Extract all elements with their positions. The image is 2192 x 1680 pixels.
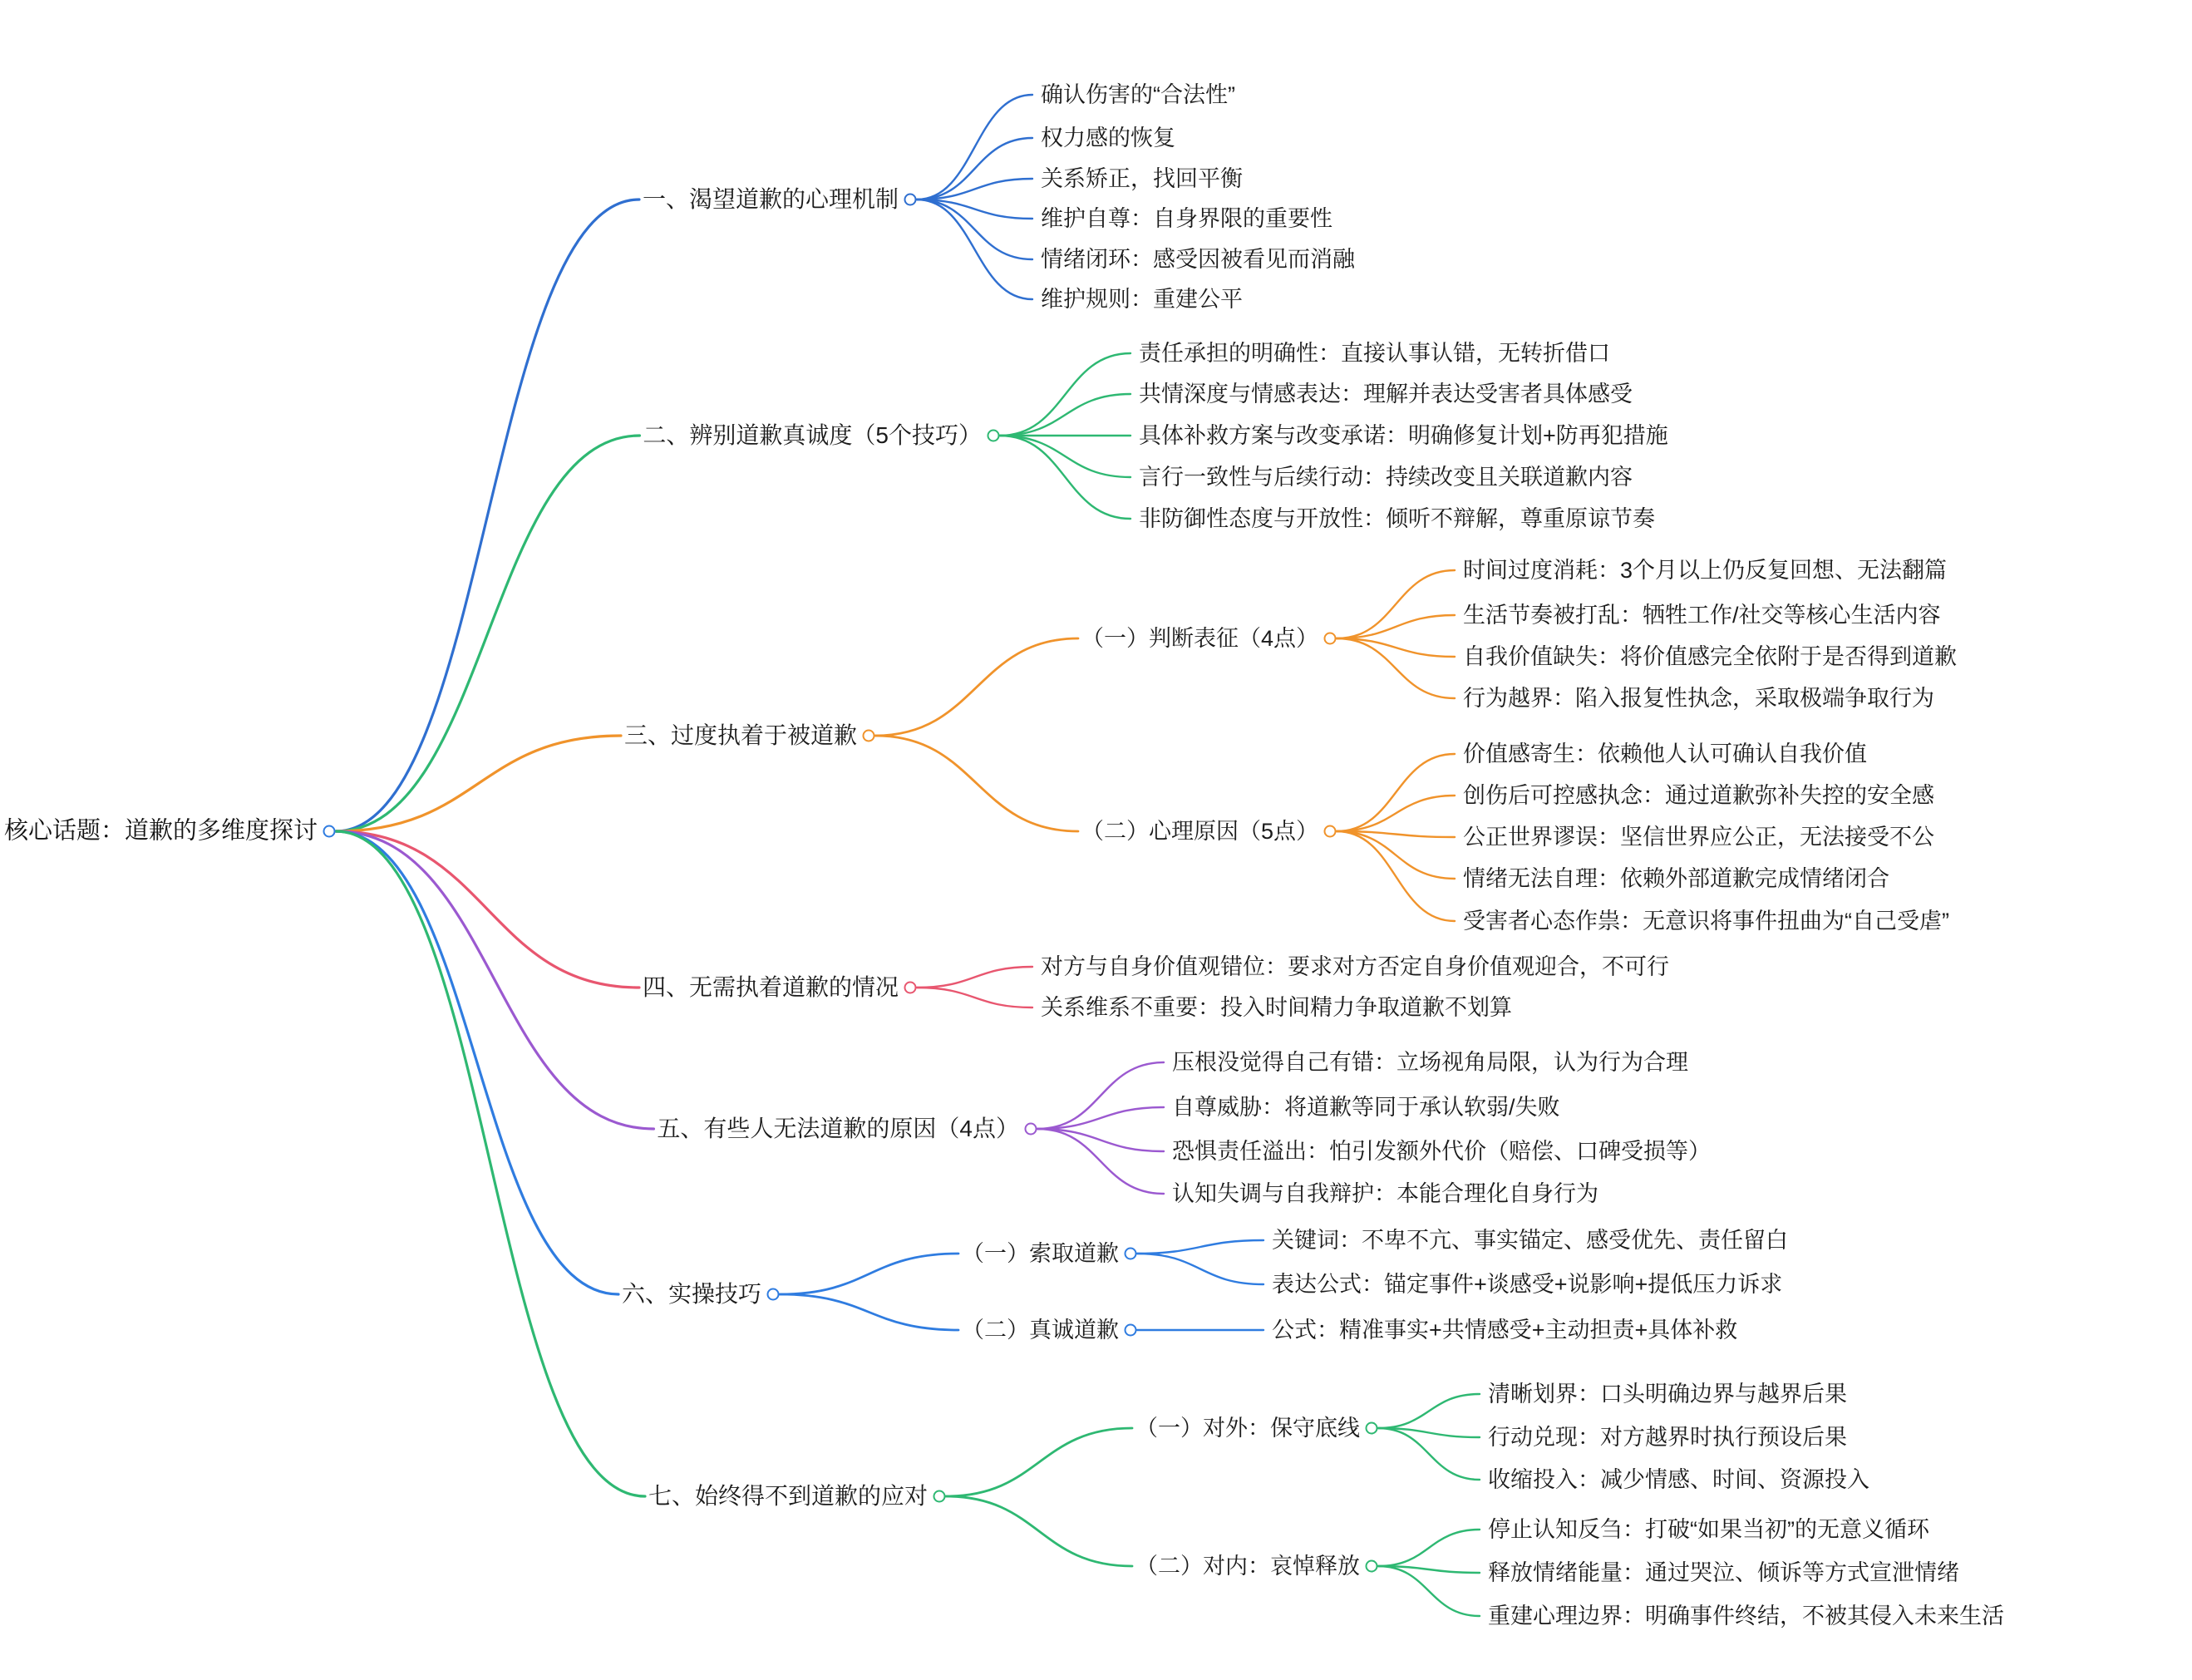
branch-node-3[interactable]: 三、过度执着于被道歉 bbox=[623, 722, 857, 749]
branch-3-group-1[interactable]: （一）判断表征（4点） bbox=[1081, 625, 1318, 651]
branch-3-group-1-leaf-3[interactable]: 自我价值缺失：将价值感完全依附于是否得到道歉 bbox=[1463, 643, 1957, 669]
branch-3-group-1-leaf-4[interactable]: 行为越界：陷入报复性执念，采取极端争取行为 bbox=[1463, 685, 1934, 711]
branch-7-group-1-leaf-2[interactable]: 行动兑现：对方越界时执行预设后果 bbox=[1488, 1424, 1847, 1450]
branch-2-leaf-5[interactable]: 非防御性态度与开放性：倾听不辩解，尊重原谅节奏 bbox=[1139, 505, 1655, 531]
branch-6-group-1-leaf-2[interactable]: 表达公式：锚定事件+谈感受+说影响+提低压力诉求 bbox=[1272, 1271, 1783, 1297]
branch-6-group-1[interactable]: （一）索取道歉 bbox=[962, 1240, 1119, 1266]
root-node-dot[interactable] bbox=[323, 825, 336, 838]
branch-7-group-1-leaf-1[interactable]: 清晰划界：口头明确边界与越界后果 bbox=[1488, 1381, 1847, 1407]
branch-1-leaf-1[interactable]: 确认伤害的“合法性” bbox=[1041, 81, 1235, 107]
branch-node-5[interactable]: 五、有些人无法道歉的原因（4点） bbox=[657, 1116, 1019, 1142]
branch-3-group-2[interactable]: （二）心理原因（5点） bbox=[1081, 818, 1318, 844]
branch-1-leaf-5[interactable]: 情绪闭环：感受因被看见而消融 bbox=[1041, 246, 1355, 272]
branch-6-group-dot-1[interactable] bbox=[1125, 1248, 1137, 1260]
branch-2-leaf-2[interactable]: 共情深度与情感表达：理解并表达受害者具体感受 bbox=[1139, 381, 1633, 406]
branch-1-leaf-3[interactable]: 关系矫正，找回平衡 bbox=[1041, 165, 1243, 191]
branch-7-group-1-leaf-3[interactable]: 收缩投入：减少情感、时间、资源投入 bbox=[1488, 1466, 1869, 1492]
branch-7-group-2-leaf-1[interactable]: 停止认知反刍：打破“如果当初”的无意义循环 bbox=[1488, 1516, 1929, 1542]
branch-3-group-2-leaf-1[interactable]: 价值感寄生：依赖他人认可确认自我价值 bbox=[1463, 741, 1867, 766]
branch-1-leaf-4[interactable]: 维护自尊：自身界限的重要性 bbox=[1041, 205, 1332, 231]
branch-7-group-dot-2[interactable] bbox=[1366, 1560, 1378, 1573]
branch-node-2[interactable]: 二、辨别道歉真诚度（5个技巧） bbox=[643, 422, 982, 449]
branch-3-group-dot-1[interactable] bbox=[1324, 633, 1337, 645]
branch-3-group-1-leaf-1[interactable]: 时间过度消耗：3个月以上仍反复回想、无法翻篇 bbox=[1463, 557, 1948, 583]
branch-dot-2[interactable] bbox=[988, 430, 1000, 442]
branch-6-group-2-leaf-1[interactable]: 公式：精准事实+共情感受+主动担责+具体补救 bbox=[1272, 1317, 1738, 1343]
branch-dot-3[interactable] bbox=[863, 730, 875, 742]
branch-5-leaf-4[interactable]: 认知失调与自我辩护：本能合理化自身行为 bbox=[1172, 1180, 1598, 1206]
branch-7-group-dot-1[interactable] bbox=[1366, 1422, 1378, 1435]
branch-dot-6[interactable] bbox=[767, 1288, 780, 1301]
branch-2-leaf-4[interactable]: 言行一致性与后续行动：持续改变且关联道歉内容 bbox=[1139, 464, 1633, 490]
branch-6-group-dot-2[interactable] bbox=[1125, 1324, 1137, 1337]
branch-dot-7[interactable] bbox=[933, 1490, 946, 1503]
branch-5-leaf-1[interactable]: 压根没觉得自己有错：立场视角局限，认为行为合理 bbox=[1172, 1049, 1688, 1075]
branch-node-7[interactable]: 七、始终得不到道歉的应对 bbox=[648, 1483, 928, 1510]
root-node-label[interactable]: 核心话题：道歉的多维度探讨 bbox=[3, 817, 318, 845]
branch-1-leaf-6[interactable]: 维护规则：重建公平 bbox=[1041, 286, 1243, 312]
branch-dot-1[interactable] bbox=[904, 194, 917, 206]
branch-node-4[interactable]: 四、无需执着道歉的情况 bbox=[642, 974, 899, 1001]
branch-3-group-2-leaf-4[interactable]: 情绪无法自理：依赖外部道歉完成情绪闭合 bbox=[1463, 865, 1889, 891]
branch-6-group-2[interactable]: （二）真诚道歉 bbox=[962, 1317, 1119, 1343]
branch-7-group-2[interactable]: （二）对内：哀悼释放 bbox=[1135, 1553, 1360, 1579]
branch-3-group-2-leaf-5[interactable]: 受害者心态作祟：无意识将事件扭曲为“自己受虐” bbox=[1463, 908, 1949, 934]
branch-5-leaf-2[interactable]: 自尊威胁：将道歉等同于承认软弱/失败 bbox=[1172, 1094, 1560, 1120]
branch-5-leaf-3[interactable]: 恐惧责任溢出：怕引发额外代价（赔偿、口碑受损等） bbox=[1172, 1138, 1711, 1164]
branch-dot-5[interactable] bbox=[1025, 1123, 1037, 1136]
branch-node-6[interactable]: 六、实操技巧 bbox=[621, 1281, 761, 1308]
branch-7-group-2-leaf-2[interactable]: 释放情绪能量：通过哭泣、倾诉等方式宣泄情绪 bbox=[1488, 1559, 1959, 1585]
branch-dot-4[interactable] bbox=[904, 982, 917, 994]
branch-3-group-2-leaf-2[interactable]: 创伤后可控感执念：通过道歉弥补失控的安全感 bbox=[1463, 782, 1934, 808]
branch-3-group-dot-2[interactable] bbox=[1324, 825, 1337, 838]
branch-2-leaf-3[interactable]: 具体补救方案与改变承诺：明确修复计划+防再犯措施 bbox=[1139, 422, 1668, 448]
branch-3-group-1-leaf-2[interactable]: 生活节奏被打乱：牺牲工作/社交等核心生活内容 bbox=[1463, 602, 1941, 628]
branch-3-group-2-leaf-3[interactable]: 公正世界谬误：坚信世界应公正，无法接受不公 bbox=[1463, 824, 1934, 850]
branch-4-leaf-1[interactable]: 对方与自身价值观错位：要求对方否定自身价值观迎合，不可行 bbox=[1041, 953, 1669, 979]
branch-7-group-1[interactable]: （一）对外：保守底线 bbox=[1135, 1415, 1360, 1441]
branch-6-group-1-leaf-1[interactable]: 关键词：不卑不亢、事实锚定、感受优先、责任留白 bbox=[1272, 1227, 1788, 1253]
branch-2-leaf-1[interactable]: 责任承担的明确性：直接认事认错，无转折借口 bbox=[1139, 340, 1610, 366]
branch-4-leaf-2[interactable]: 关系维系不重要：投入时间精力争取道歉不划算 bbox=[1041, 994, 1512, 1020]
branch-1-leaf-2[interactable]: 权力感的恢复 bbox=[1041, 125, 1175, 150]
branch-7-group-2-leaf-3[interactable]: 重建心理边界：明确事件终结，不被其侵入未来生活 bbox=[1488, 1603, 2004, 1628]
branch-node-1[interactable]: 一、渴望道歉的心理机制 bbox=[642, 186, 899, 213]
